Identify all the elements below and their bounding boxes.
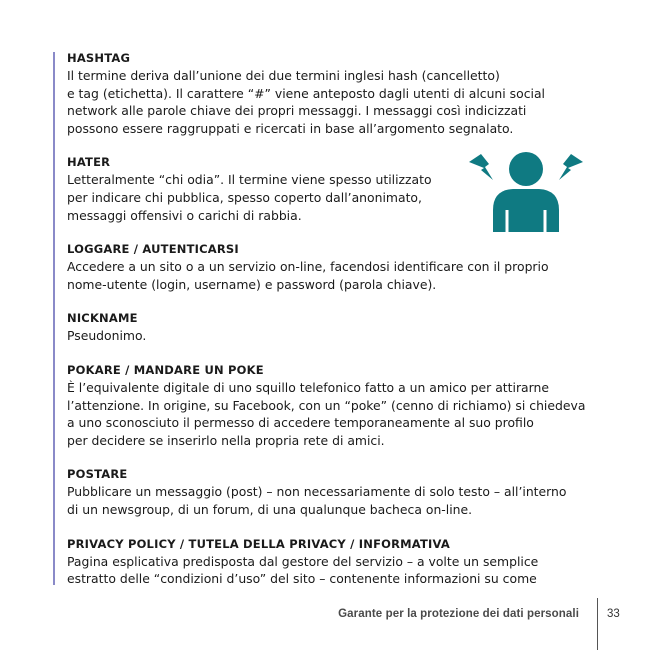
right-lightning-bolt	[559, 154, 583, 180]
glossary-entry-nickname	[67, 310, 612, 345]
definition-line: nome-utente (login, username) e password (parola chiave).	[67, 276, 437, 292]
person-head	[509, 152, 543, 186]
glossary-entry-hashtag	[67, 50, 612, 137]
person-body	[493, 189, 559, 232]
definition-line: a uno sconosciuto il permesso di accedere temporaneamente al suo profilo	[67, 415, 534, 431]
definition-line: per indicare chi pubblica, spesso coperto dall’anonimato,	[67, 189, 422, 205]
angry-person-icon	[467, 148, 585, 232]
term-heading: HASHTAG	[67, 51, 131, 65]
term-heading: POSTARE	[67, 467, 128, 482]
definition-line: possono essere raggruppati e ricercati in base all’argomento segnalato.	[67, 120, 514, 136]
definition-line: Accedere a un sito o a un servizio on-line, facendosi identificare con il proprio	[67, 259, 549, 275]
definition-line: Pubblicare un messaggio (post) – non necessariamente di solo testo – all’interno	[67, 484, 567, 500]
left-lightning-bolt	[469, 154, 493, 180]
definition-line: estratto delle “condizioni d’uso” del sito – contenente informazioni su come	[67, 571, 537, 587]
term-heading: HATER	[67, 155, 111, 170]
glossary-entry-loggare	[67, 241, 612, 293]
glossary-entry-postare	[67, 466, 612, 518]
definition-line: messaggi offensivi o carichi di rabbia.	[67, 207, 302, 223]
definition-line: network alle parole chiave dei propri messaggi. I messaggi così indicizzati	[67, 103, 527, 119]
definition-line: l’attenzione. In origine, su Facebook, con un “poke” (cenno di richiamo) si chiedeva	[67, 397, 586, 413]
definition-line: di un newsgroup, di un forum, di una qualunque bacheca on-line.	[67, 501, 473, 517]
term-heading: NICKNAME	[67, 311, 138, 326]
definition-line: È l’equivalente digitale di uno squillo telefonico fatto a un amico per attirarne	[67, 379, 549, 395]
footer-publisher: Garante per la protezione dei dati personali	[338, 608, 579, 620]
term-heading: POKARE / MANDARE UN POKE	[67, 362, 264, 377]
term-heading: PRIVACY POLICY / TUTELA DELLA PRIVACY / INFORMATIVA	[67, 536, 450, 551]
glossary-content	[67, 50, 612, 605]
left-margin-rule	[53, 52, 55, 585]
glossary-entry-privacy-policy	[67, 536, 612, 588]
definition-line: Pseudonimo.	[67, 328, 147, 344]
definition-line: e tag (etichetta). Il carattere “#” viene anteposto dagli utenti di alcuni social	[67, 85, 545, 101]
term-heading: LOGGARE / AUTENTICARSI	[67, 242, 239, 257]
definition-line: per decidere se inserirlo nella propria rete di amici.	[67, 432, 385, 448]
page-number: 33	[607, 608, 620, 620]
footer-divider	[597, 598, 598, 650]
definition-line: Il termine deriva dall’unione dei due termini inglesi hash (cancelletto)	[67, 68, 500, 83]
definition-line: Pagina esplicativa predisposta dal gestore del servizio – a volte un semplice	[67, 553, 539, 569]
definition-line: Letteralmente “chi odia”. Il termine viene spesso utilizzato	[67, 172, 432, 188]
glossary-entry-pokare	[67, 362, 612, 449]
